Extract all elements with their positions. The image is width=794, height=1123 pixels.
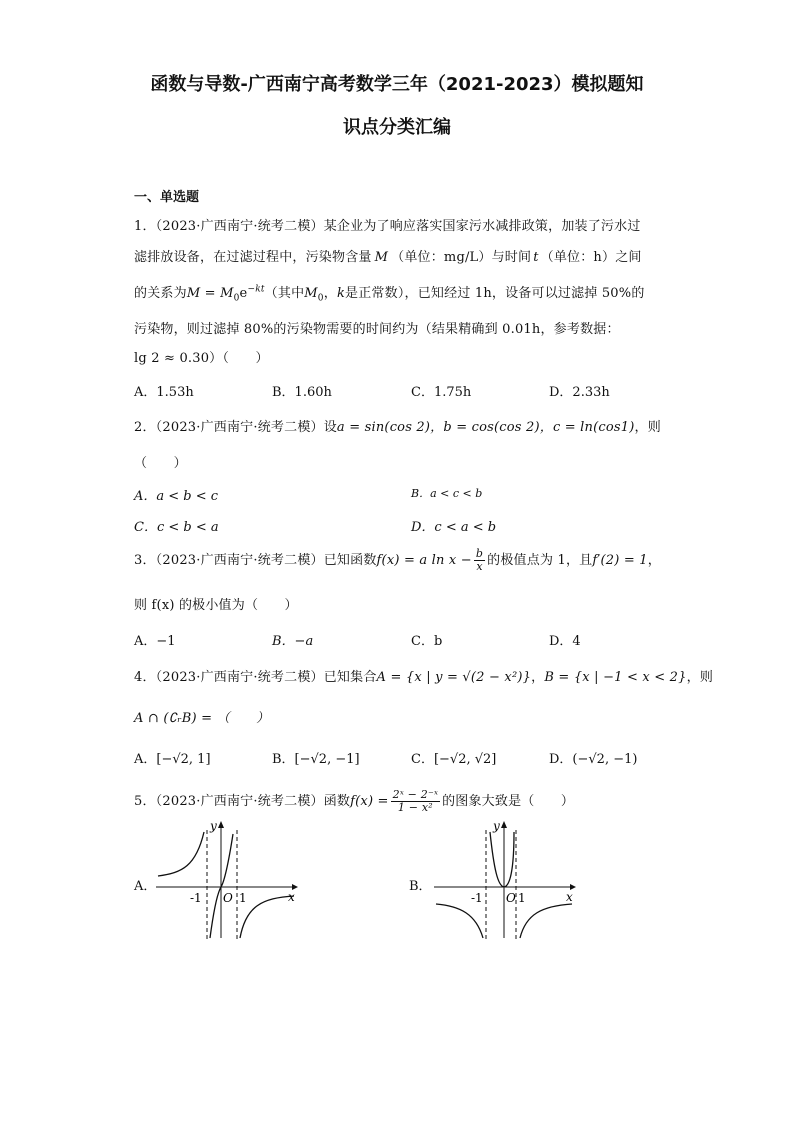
q1-line3: 的关系为$M = M_0e^{-kt}$（其中$M_0$，k是正常数），已知经过 1h，设备可以过滤掉 50%的 xyxy=(134,284,645,304)
q2-line2: （ ） xyxy=(134,456,187,471)
section-heading: 一、单选题 xyxy=(134,190,200,205)
graph-a-label[interactable]: A． xyxy=(134,879,157,894)
q2-option-d[interactable]: D．c < a < b xyxy=(411,520,497,535)
q3-option-c[interactable]: C．b xyxy=(411,634,443,649)
q2-line1: 2．（2023·广西南宁·统考二模）设a = sin(cos 2)，b = cos(cos 2)，c = ln(cos1)，则 xyxy=(134,420,661,435)
q3-line1: 3．（2023·广西南宁·统考二模）已知函数f(x) = a ln x − $\frac{b}{x}$ 的极值点为 1，且f′(2) = 1， xyxy=(134,547,661,573)
q4-line2: A ∩ (∁ᵣB) = （ ） xyxy=(134,711,270,726)
page-title-line1: 函数与导数-广西南宁高考数学三年（2021-2023）模拟题知 xyxy=(150,74,644,95)
q1-option-a[interactable]: A．1.53h xyxy=(134,385,194,400)
graph-a-y-arrow xyxy=(218,821,224,828)
graph-b-y-label: y xyxy=(493,819,500,833)
q3-line2: 则 f(x) 的极小值为（ ） xyxy=(134,598,298,613)
graph-a-curve-left xyxy=(158,832,204,876)
q3-option-a[interactable]: A．−1 xyxy=(134,634,176,649)
q1-line1: 1．（2023·广西南宁·统考二模）某企业为了响应落实国家污水减排政策，加装了污水过 xyxy=(134,219,641,234)
q1-line2: 滤排放设备，在过滤过程中，污染物含量 M （单位：mg/L）与时间 t （单位：h）之间 xyxy=(134,250,642,265)
q2-option-b[interactable]: B．a < c < b xyxy=(411,487,483,500)
graph-a[interactable] xyxy=(152,818,302,944)
graph-a-y-label: y xyxy=(210,819,217,833)
q3-option-b[interactable]: B．−a xyxy=(272,634,314,649)
graph-b-tick-pos: 1 xyxy=(518,891,526,905)
graph-a-tick-neg: -1 xyxy=(190,891,202,905)
q3-option-d[interactable]: D．4 xyxy=(549,634,581,649)
q4-option-c[interactable]: C．[−√2, √2] xyxy=(411,752,497,767)
q1-line4: 污染物，则过滤掉 80%的污染物需要的时间约为（结果精确到 0.01h，参考数据： xyxy=(134,322,620,337)
graph-b[interactable] xyxy=(430,818,580,944)
page-title-line2: 识点分类汇编 xyxy=(343,117,451,138)
q1-option-c[interactable]: C．1.75h xyxy=(411,385,472,400)
q5-fraction: $\frac{\text{2ˣ − 2⁻ˣ}}{\text{1 − x²}}$ xyxy=(392,788,439,814)
graph-b-label[interactable]: B． xyxy=(409,879,432,894)
q1-line5: lg 2 ≈ 0.30）（ ） xyxy=(134,351,269,366)
q4-line1: 4．（2023·广西南宁·统考二模）已知集合A = {x | y = √(2 − x²)}，B = {x | −1 < x < 2}，则 xyxy=(134,670,714,685)
q3-fraction: $\frac{b}{x}$ xyxy=(475,547,484,573)
q4-option-d[interactable]: D．(−√2, −1) xyxy=(549,752,638,767)
q2-option-c[interactable]: C．c < b < a xyxy=(134,520,219,535)
graph-b-curve-middle xyxy=(490,832,514,887)
graph-a-x-label: x xyxy=(288,890,295,904)
q4-option-a[interactable]: A．[−√2, 1] xyxy=(134,752,211,767)
q1-option-d[interactable]: D．2.33h xyxy=(549,385,610,400)
graph-b-tick-neg: -1 xyxy=(471,891,483,905)
graph-b-x-label: x xyxy=(566,890,573,904)
q5-line1: 5．（2023·广西南宁·统考二模）函数f(x) = $\frac{\text{2ˣ − 2⁻ˣ}}{\text{1 − x²}}$ 的图象大致是（ ） xyxy=(134,788,575,814)
graph-b-y-arrow xyxy=(501,821,507,828)
q2-option-a[interactable]: A．a < b < c xyxy=(134,489,219,504)
graph-a-origin: O xyxy=(223,891,233,905)
graph-b-curve-right xyxy=(520,904,572,938)
q4-option-b[interactable]: B．[−√2, −1] xyxy=(272,752,360,767)
graph-a-curve-right xyxy=(240,896,294,938)
graph-a-tick-pos: 1 xyxy=(239,891,247,905)
graph-b-curve-left xyxy=(436,904,483,938)
q1-option-b[interactable]: B．1.60h xyxy=(272,385,332,400)
graph-b-origin: O xyxy=(506,891,516,905)
